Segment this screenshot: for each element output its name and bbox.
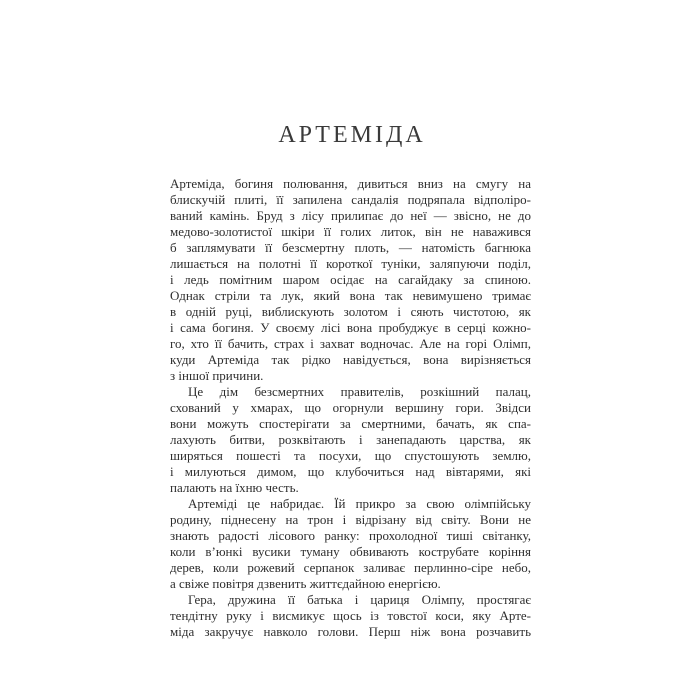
text-line: коли в’юнкі вусики туману обвивають кострубате коріння [170, 544, 531, 559]
text-line: знають радості лісового ранку: прохолодної тиші світанку, [170, 528, 531, 543]
text-line: Це дім безсмертних правителів, розкішний палац, [188, 384, 531, 399]
paragraph [170, 496, 531, 592]
text-line: куди Артеміда так рідко навідується, вона вирізняється [170, 352, 531, 367]
text-line: і ледь помітним шаром осідає на сагайдаку за спиною. [170, 272, 531, 287]
text-line: лахують битви, розквітають і занепадають царства, як [170, 432, 531, 447]
text-line: Артеміда, богиня полювання, дивиться вниз на смугу на [170, 176, 531, 191]
text-line: в одній руці, виблискують золотом і сяють чистотою, як [170, 304, 531, 319]
text-line: ваний камінь. Бруд з лісу прилипає до неї — звісно, не до [170, 208, 531, 223]
text-line: вони можуть спостерігати за смертними, бачать, як спа- [170, 416, 531, 431]
text-line: блискучій плиті, її запилена сандалія подряпала відполіро- [170, 192, 531, 207]
text-line: ширяться пошесті та посухи, що спустошують землю, [170, 448, 531, 463]
text-line: тендітну руку і висмикує щось із товстої коси, яку Арте- [170, 608, 531, 623]
text-line: з іншої причини. [170, 368, 264, 383]
text-line: Однак стріли та лук, який вона так невимушено тримає [170, 288, 531, 303]
paragraph [170, 592, 531, 640]
text-line: дерев, коли рожевий серпанок заливає перлинно-сіре небо, [170, 560, 531, 575]
text-line: схований у хмарах, що огорнули вершину гори. Звідси [170, 400, 531, 415]
text-line: Гера, дружина її батька і цариця Олімпу, простягає [188, 592, 531, 607]
text-line: го, хто її бачить, страх і захват водночас. Але на горі Олімп, [170, 336, 531, 351]
text-line: б заплямувати її безсмертну плоть, — натомість багнюка [170, 240, 531, 255]
text-line: родину, піднесену на трон і відрізану від світу. Вони не [170, 512, 531, 527]
text-line: і сама богиня. У своєму лісі вона пробуджує в серці кожно- [170, 320, 531, 335]
paragraph [170, 384, 531, 496]
text-line: Артеміді це набридає. Їй прикро за свою олімпійську [188, 496, 531, 511]
text-line: лишається на полотні її короткої туніки, заляпуючи поділ, [170, 256, 531, 271]
paragraph [170, 176, 531, 384]
text-line: палають на їхню честь. [170, 480, 299, 495]
chapter-title: АРТЕМІДА [278, 122, 426, 148]
text-line: і милуються димом, що клубочиться над вівтарями, які [170, 464, 531, 479]
text-block [170, 176, 531, 640]
text-line: медово-золотистої шкіри її голих литок, він не наважився [170, 224, 531, 239]
text-line: міда закручує навколо голови. Перш ніж вона розчавить [170, 624, 531, 639]
text-line: а свіже повітря дзвенить життєдайною енергією. [170, 576, 441, 591]
